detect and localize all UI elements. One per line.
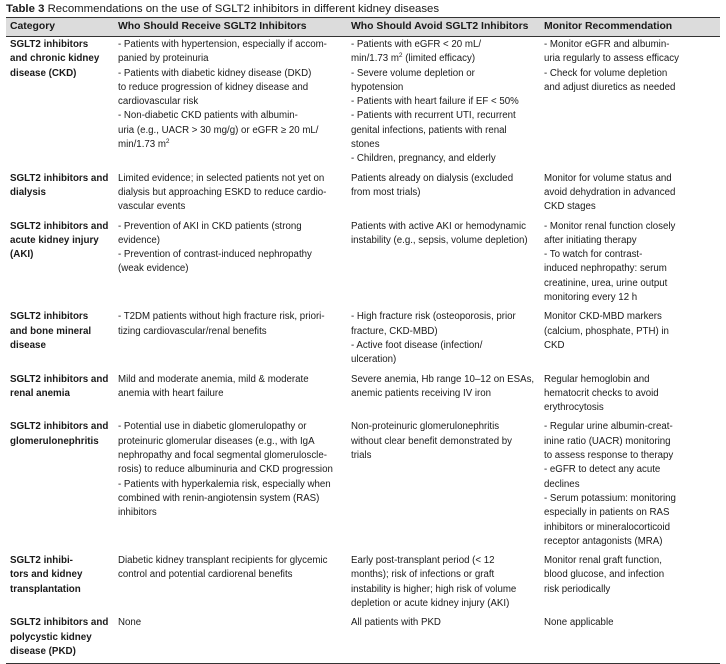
cell-line: stones (351, 139, 380, 151)
table-row (6, 309, 720, 371)
cell-line: glomerulonephritis (10, 435, 99, 447)
cell-line: inhibitors (118, 507, 157, 519)
cell-line: CKD stages (544, 201, 596, 213)
cell-line: SGLT2 inhibitors and (10, 172, 109, 184)
cell-line: Limited evidence; in selected patients not yet on (118, 172, 325, 184)
cell-line: dialysis but approaching ESKD to reduce cardio- (118, 186, 327, 198)
cell-line: Diabetic kidney transplant recipients for glycemic (118, 555, 328, 567)
cell-line: monitoring every 12 h (544, 292, 638, 304)
cell-line: trials (351, 450, 372, 462)
cell-line: inine ratio (UACR) monitoring (544, 435, 671, 447)
cell-line: - Regular urine albumin-creat- (544, 421, 673, 433)
category-cell (6, 553, 114, 615)
cell-line: - Children, pregnancy, and elderly (351, 153, 496, 165)
cell-line: - Prevention of AKI in CKD patients (strong (118, 220, 302, 232)
cell-line: renal anemia (10, 387, 70, 399)
cell-line: disease (CKD) (10, 67, 77, 79)
receive-cell (114, 219, 347, 310)
cell-line: None applicable (544, 617, 614, 629)
cell-line: Patients with active AKI or hemodynamic (351, 220, 526, 232)
cell-line: - eGFR to detect any acute (544, 464, 661, 476)
cell-line: Monitor renal graft function, (544, 555, 662, 567)
receive-cell (114, 171, 347, 219)
cell-line: polycystic kidney (10, 631, 92, 643)
category-cell (6, 372, 114, 420)
cell-line: fracture, CKD-MBD) (351, 325, 438, 337)
header-category: Category (6, 18, 114, 37)
table-row (6, 615, 720, 663)
monitor-cell (540, 219, 720, 310)
cell-line: - Check for volume depletion (544, 67, 668, 79)
cell-line: Patients already on dialysis (excluded (351, 172, 514, 184)
cell-line: acute kidney injury (10, 234, 99, 246)
cell-line: SGLT2 inhibitors and (10, 617, 109, 629)
cell-line: panied by proteinuria (118, 53, 209, 65)
monitor-cell (540, 419, 720, 553)
cell-line: inhibitors or mineralocorticoid (544, 521, 670, 533)
cell-line: tors and kidney (10, 569, 83, 581)
cell-line: ulceration) (351, 354, 397, 366)
table-row (6, 553, 720, 615)
avoid-cell (347, 419, 540, 553)
cell-line: avoid dehydration in advanced (544, 186, 676, 198)
cell-line: - Patients with hyperkalemia risk, especially when (118, 478, 331, 490)
cell-line: (AKI) (10, 249, 34, 261)
cell-line: - Patients with hypertension, especially if accom- (118, 39, 327, 50)
avoid-cell (347, 219, 540, 310)
cell-line: blood glucose, and infection (544, 569, 665, 581)
cell-line: anemia with heart failure (118, 387, 224, 399)
category-cell (6, 419, 114, 553)
cell-line: Regular hemoglobin and (544, 373, 650, 385)
cell-line: tizing cardiovascular/renal benefits (118, 325, 267, 337)
cell-line: min/1.73 $m^2$ (118, 138, 170, 151)
monitor-cell (540, 615, 720, 663)
cell-line: - T2DM patients without high fracture risk, priori- (118, 311, 325, 323)
category-cell (6, 171, 114, 219)
category-cell (6, 219, 114, 310)
category-cell (6, 309, 114, 371)
cell-line: - Patients with eGFR < 20 mL/ (351, 39, 482, 50)
table-label: Table 3 (6, 3, 45, 15)
table-row (6, 219, 720, 310)
avoid-cell (347, 372, 540, 420)
monitor-cell (540, 309, 720, 371)
cell-line: to assess response to therapy (544, 450, 674, 462)
cell-line: creatinine, urea, urine output (544, 277, 668, 289)
table-body (6, 37, 720, 664)
monitor-cell (540, 171, 720, 219)
cell-line: Early post-transplant period (< 12 (351, 555, 495, 567)
cell-line: proteinuric glomerular diseases (e.g., with IgA (118, 435, 315, 447)
cell-line: declines (544, 478, 580, 490)
receive-cell (114, 309, 347, 371)
cell-line: erythrocytosis (544, 402, 604, 414)
cell-line: and chronic kidney (10, 53, 100, 65)
cell-line: months); risk of infections or graft (351, 569, 495, 581)
avoid-cell (347, 171, 540, 219)
table-row (6, 37, 720, 171)
monitor-cell (540, 553, 720, 615)
avoid-cell (347, 37, 540, 171)
cell-line: - High fracture risk (osteoporosis, prior (351, 311, 516, 323)
avoid-cell (347, 615, 540, 663)
header-monitor: Monitor Recommendation (540, 18, 720, 37)
cell-line: - Monitor eGFR and albumin- (544, 39, 670, 50)
cell-line: - Prevention of contrast-induced nephropathy (118, 249, 312, 261)
avoid-cell (347, 309, 540, 371)
cell-line: SGLT2 inhibitors and (10, 220, 109, 232)
cell-line: SGLT2 inhibitors and (10, 373, 109, 385)
cell-line: - Serum potassium: monitoring (544, 492, 676, 504)
receive-cell (114, 615, 347, 663)
cell-line: - Patients with diabetic kidney disease (DKD) (118, 67, 312, 79)
cell-line: instability (e.g., sepsis, volume depletion) (351, 234, 528, 246)
cell-line: - Patients with recurrent UTI, recurrent (351, 110, 516, 122)
cell-line: None (118, 617, 142, 629)
cell-line: after initiating therapy (544, 234, 637, 246)
cell-line: without clear benefit demonstrated by (351, 435, 513, 447)
cell-line: uria (e.g., UACR > 30 mg/g) or eGFR ≥ 20 mL/ (118, 124, 319, 136)
category-cell (6, 615, 114, 663)
table-row (6, 372, 720, 420)
cell-line: Severe anemia, Hb range 10–12 on ESAs, (351, 373, 535, 385)
category-cell (6, 37, 114, 171)
header-receive: Who Should Receive SGLT2 Inhibitors (114, 18, 347, 37)
cell-line: disease (10, 339, 46, 351)
cell-line: hypotension (351, 81, 404, 93)
cell-line: receptor antagonists (MRA) (544, 535, 663, 547)
cell-line: anemic patients receiving IV iron (351, 387, 492, 399)
cell-line: dialysis (10, 186, 46, 198)
cell-line: nephropathy and focal segmental glomeruloscle- (118, 450, 327, 462)
cell-line: SGLT2 inhibi- (10, 555, 73, 567)
header-avoid: Who Should Avoid SGLT2 Inhibitors (347, 18, 540, 37)
cell-line: min/1.73 $m^2$ (limited efficacy) (351, 52, 476, 65)
cell-line: CKD (544, 339, 565, 351)
cell-line: (calcium, phosphate, PTH) in (544, 325, 669, 337)
cell-line: All patients with PKD (351, 617, 441, 629)
cell-line: combined with renin-angiotensin system (RAS) (118, 492, 320, 504)
cell-line: Non-proteinuric glomerulonephritis (351, 421, 500, 433)
cell-line: induced nephropathy: serum (544, 263, 667, 275)
cell-line: genital infections, patients with renal (351, 124, 507, 136)
recommendations-table (6, 18, 720, 664)
cell-line: vascular events (118, 201, 186, 213)
cell-line: SGLT2 inhibitors and (10, 421, 109, 433)
cell-line: Monitor CKD-MBD markers (544, 311, 662, 323)
cell-line: and adjust diuretics as needed (544, 81, 676, 93)
cell-line: and bone mineral (10, 325, 92, 337)
receive-cell (114, 372, 347, 420)
cell-line: to reduce progression of kidney disease and (118, 81, 309, 93)
table-caption (6, 2, 720, 18)
cell-line: depletion or acute kidney injury (AKI) (351, 597, 510, 609)
receive-cell (114, 37, 347, 171)
cell-line: - Monitor renal function closely (544, 220, 676, 232)
cell-line: especially in patients on RAS (544, 507, 670, 519)
receive-cell (114, 419, 347, 553)
cell-line: rosis) to reduce albuminuria and CKD progression (118, 464, 333, 476)
cell-line: Monitor for volume status and (544, 172, 672, 184)
cell-line: from most trials) (351, 186, 421, 198)
cell-line: hematocrit checks to avoid (544, 387, 659, 399)
cell-line: transplantation (10, 583, 81, 595)
cell-line: evidence) (118, 234, 161, 246)
cell-line: - Potential use in diabetic glomerulopathy or (118, 421, 307, 433)
table-row (6, 419, 720, 553)
cell-line: - Non-diabetic CKD patients with albumin- (118, 110, 298, 122)
table-row (6, 171, 720, 219)
header-row (6, 18, 720, 37)
monitor-cell (540, 37, 720, 171)
cell-line: risk periodically (544, 583, 611, 595)
cell-line: disease (PKD) (10, 645, 76, 657)
cell-line: - Severe volume depletion or (351, 67, 475, 79)
cell-line: SGLT2 inhibitors (10, 39, 89, 50)
cell-line: instability is higher; high risk of volume (351, 583, 517, 595)
cell-line: cardiovascular risk (118, 96, 199, 108)
cell-line: - Patients with heart failure if EF < 50% (351, 96, 519, 108)
cell-line: - Active foot disease (infection/ (351, 339, 483, 351)
cell-line: control and potential cardiorenal benefits (118, 569, 293, 581)
cell-line: - To watch for contrast- (544, 249, 643, 261)
receive-cell (114, 553, 347, 615)
cell-line: (weak evidence) (118, 263, 189, 275)
monitor-cell (540, 372, 720, 420)
table-title: Recommendations on the use of SGLT2 inhibitors in different kidney diseases (47, 3, 440, 15)
cell-line: SGLT2 inhibitors (10, 311, 89, 323)
avoid-cell (347, 553, 540, 615)
cell-line: Mild and moderate anemia, mild & moderate (118, 373, 309, 385)
cell-line: uria regularly to assess efficacy (544, 53, 679, 65)
